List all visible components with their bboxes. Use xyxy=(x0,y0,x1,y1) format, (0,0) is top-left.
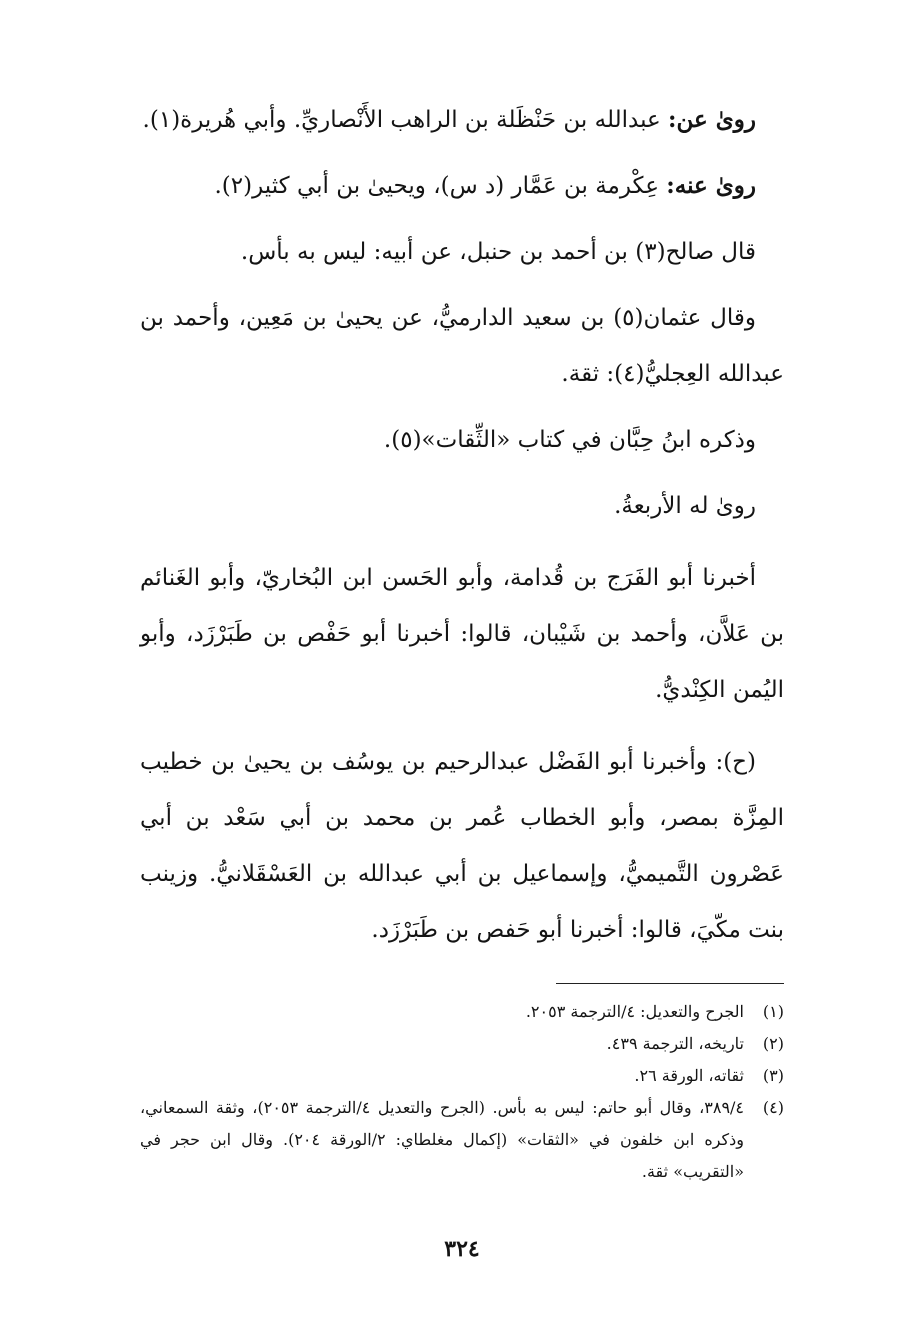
footnote-item xyxy=(140,1092,784,1188)
footnote-text: تاريخه، الترجمة ٤٣٩. xyxy=(606,1034,744,1053)
paragraph-ibn-hibban: وذكره ابنُ حِبَّان في كتاب «الثِّقات»(٥). xyxy=(383,427,756,453)
footnote-item xyxy=(140,996,784,1028)
paragraph-four: رویٰ له الأربعةُ. xyxy=(614,493,756,519)
footnote-number: (٢) xyxy=(762,1034,784,1053)
paragraph-chain-two: (ح): وأخبرنا أبو الفَضْل عبدالرحيم بن يوسُف بن يحيىٰ بن خطيب المِزَّة بمصر، وأبو الخطاب عُمر بن محمد بن أبي سَعْد بن أبي عَصْرون التَّميميُّ، وإسماعيل بن أبي عبدالله بن العَسْقَلانيُّ. وزينب بنت مكّيَ، قالوا: أخبرنا أبو حَفص بن طَبَرْزَد. xyxy=(140,749,784,943)
paragraph-saleh: قال صالح(٣) بن أحمد بن حنبل، عن أبيه: ليس به بأس. xyxy=(240,239,756,265)
main-text xyxy=(140,92,784,958)
label-narrated-from: رویٰ عن: xyxy=(668,106,756,133)
text-narrated-from: عبدالله بن حَنْظَلة بن الراهب الأَنْصاريِّ. وأبي هُريرة(١). xyxy=(142,107,669,133)
paragraph-narrated-from xyxy=(140,92,784,148)
footnote-text: ٣٨٩/٤، وقال أبو حاتم: ليس به بأس. (الجرح والتعديل ٤/الترجمة ٢٠٥٣)، وثقة السمعاني، وذكره ابن خلفون في «الثقات» (إكمال مغلطاي: ٢/الورقة ٢٠٤). وقال ابن حجر في «التقريب» ثقة. xyxy=(140,1098,745,1181)
paragraph-uthman: وقال عثمان(٥) بن سعيد الدارميُّ، عن يحيىٰ بن مَعِين، وأحمد بن عبدالله العِجليُّ(٤): ثقة. xyxy=(140,305,784,387)
label-narrated-by: رویٰ عنه: xyxy=(666,172,756,199)
footnotes xyxy=(140,996,784,1188)
footnote-number: (٤) xyxy=(762,1098,784,1117)
footnote-text: الجرح والتعديل: ٤/الترجمة ٢٠٥٣. xyxy=(525,1002,744,1021)
footnote-divider xyxy=(556,983,784,984)
footnote-item xyxy=(140,1060,784,1092)
page-number: ٣٢٤ xyxy=(444,1236,480,1262)
paragraph-chain-one: أخبرنا أبو الفَرَج بن قُدامة، وأبو الحَسن ابن البُخاريّ، وأبو الغَنائم بن عَلاَّن، وأحمد بن شَيْبان، قالوا: أخبرنا أبو حَفْص بن طَبَرْزَد، وأبو اليُمن الكِنْديُّ. xyxy=(140,565,784,703)
footnote-text: ثقاته، الورقة ٢٦. xyxy=(634,1066,744,1085)
text-narrated-by: عِكْرمة بن عَمَّار (د س)، ويحيىٰ بن أبي كثير(٢). xyxy=(214,173,667,199)
footnote-item xyxy=(140,1028,784,1060)
footnote-number: (١) xyxy=(762,1002,784,1021)
paragraph-narrated-by xyxy=(140,158,784,214)
footnote-number: (٣) xyxy=(762,1066,784,1085)
